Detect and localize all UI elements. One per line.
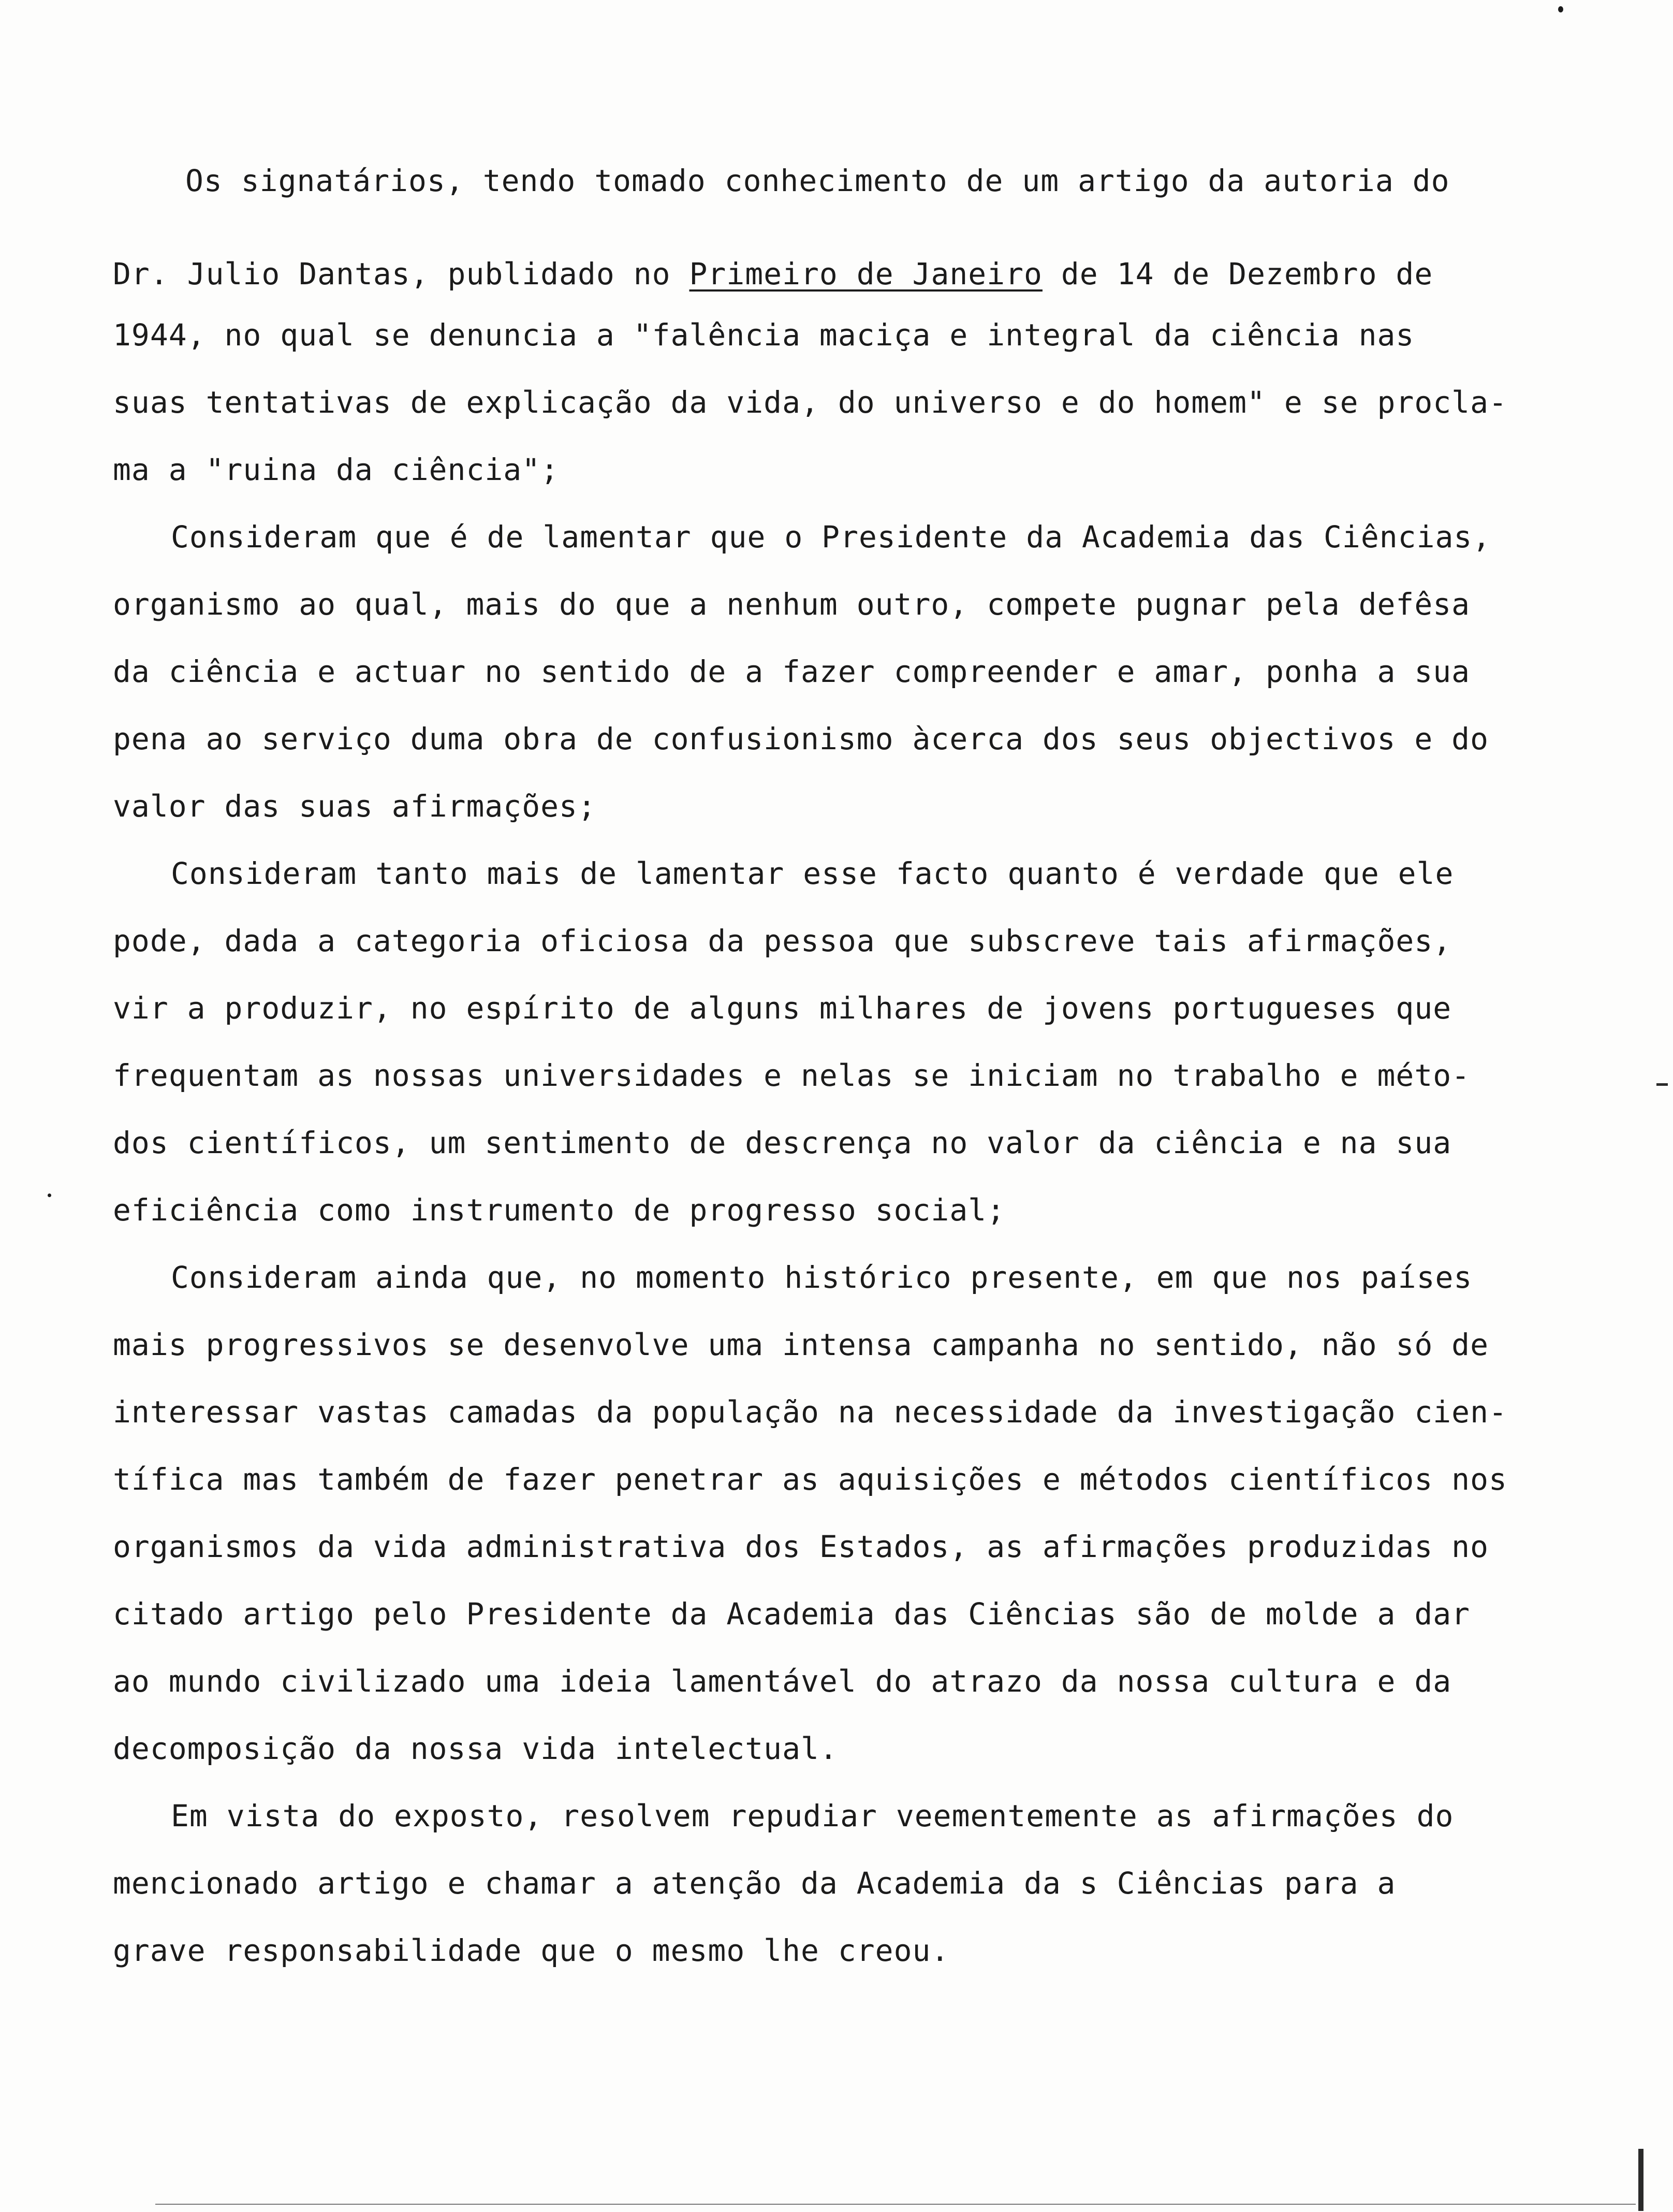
text-line-9: pena ao serviço duma obra de confusionismo àcerca dos seus objectivos e do [113, 721, 1489, 756]
text-line-5: ma a "ruina da ciência"; [113, 452, 560, 487]
text-line-15: dos científicos, um sentimento de descrença no valor da ciência e na sua [113, 1125, 1452, 1160]
text-line-19: interessar vastas camadas da população na necessidade da investigação cien- [113, 1394, 1507, 1430]
text-line-10: valor das suas afirmações; [113, 789, 596, 824]
text-line-7: organismo ao qual, mais do que a nenhum outro, compete pugnar pela defêsa [113, 587, 1471, 622]
text-line-24: decomposição da nossa vida intelectual. [113, 1731, 838, 1766]
text-line-16: eficiência como instrumento de progresso social; [113, 1192, 1006, 1228]
text-line-23: ao mundo civilizado uma ideia lamentável do atrazo da nossa cultura e da [113, 1664, 1452, 1699]
scan-mark-right-edge [1656, 1083, 1668, 1086]
text-line-4: suas tentativas de explicação da vida, do universo e do homem" e se procla- [113, 385, 1507, 420]
text-line-8: da ciência e actuar no sentido de a fazer compreender e amar, ponha a sua [113, 654, 1471, 689]
text-line-2 [113, 256, 1433, 292]
scan-mark-bottom-right [1638, 2149, 1643, 2211]
text-line-13: vir a produzir, no espírito de alguns milhares de jovens portugueses que [113, 991, 1452, 1026]
text-line-27: grave responsabilidade que o mesmo lhe creou. [113, 1933, 950, 1968]
text-line-14: frequentam as nossas universidades e nelas se iniciam no trabalho e méto- [113, 1058, 1471, 1093]
text-line-11: Consideram tanto mais de lamentar esse facto quanto é verdade que ele [171, 856, 1454, 891]
scan-speck-top-right [1558, 6, 1563, 12]
text-line-6: Consideram que é de lamentar que o Presidente da Academia das Ciências, [171, 519, 1491, 555]
newspaper-title: Primeiro de Janeiro [689, 256, 1043, 292]
text-line-25: Em vista do exposto, resolvem repudiar veementemente as afirmações do [171, 1798, 1454, 1833]
text-line-1: Os signatários, tendo tomado conhecimento de um artigo da autoria do [185, 163, 1450, 198]
text-line-22: citado artigo pelo Presidente da Academia das Ciências são de molde a dar [113, 1596, 1471, 1632]
text-line-3: 1944, no qual se denuncia a "falência maciça e integral da ciência nas [113, 317, 1415, 353]
text-line-2-end: de 14 de Dezembro de [1042, 256, 1433, 292]
text-line-2-start: Dr. Julio Dantas, publidado no [113, 256, 689, 292]
scan-line-bottom [155, 2204, 1636, 2205]
scan-speck-left-margin [48, 1194, 51, 1197]
text-line-26: mencionado artigo e chamar a atenção da Academia da s Ciências para a [113, 1866, 1396, 1901]
text-line-17: Consideram ainda que, no momento histórico presente, em que nos países [171, 1260, 1473, 1295]
text-line-20: tífica mas também de fazer penetrar as aquisições e métodos científicos nos [113, 1462, 1507, 1497]
text-line-21: organismos da vida administrativa dos Estados, as afirmações produzidas no [113, 1529, 1489, 1564]
text-line-12: pode, dada a categoria oficiosa da pessoa que subscreve tais afirmações, [113, 923, 1452, 958]
text-line-18: mais progressivos se desenvolve uma intensa campanha no sentido, não só de [113, 1327, 1489, 1362]
